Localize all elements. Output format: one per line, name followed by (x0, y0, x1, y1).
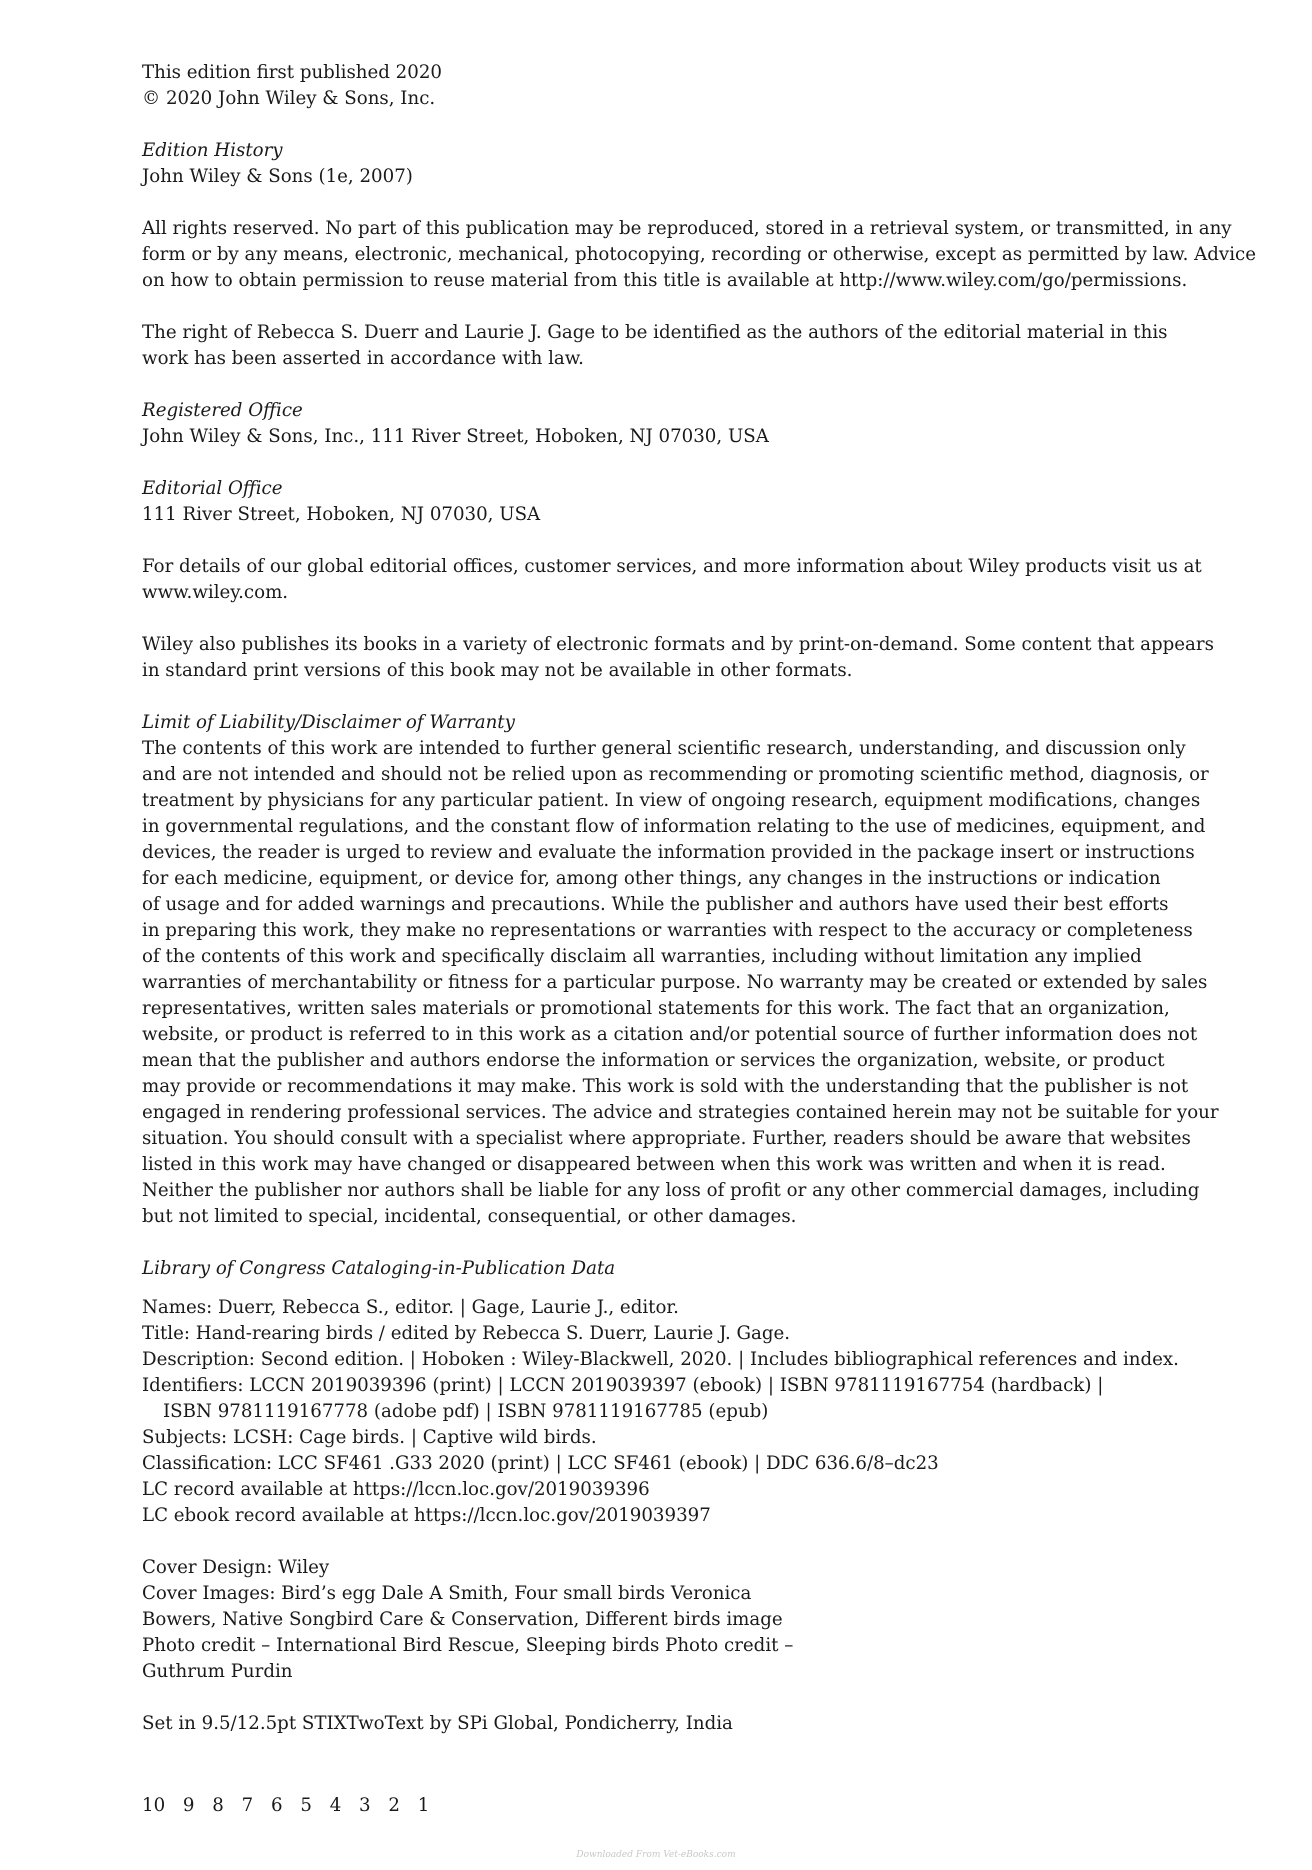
liability-line: for each medicine, equipment, or device for, among other things, any changes in the instructions or indication (142, 868, 1161, 889)
cip-lc-ebook-record: LC ebook record available at https://lccn.loc.gov/2019039397 (142, 1505, 711, 1526)
liability-heading: Limit of Liability/Disclaimer of Warranty (142, 712, 515, 733)
cover-credit-line: Cover Images: Bird’s egg Dale A Smith, Four small birds Veronica (142, 1583, 752, 1604)
liability-line: but not limited to special, incidental, consequential, or other damages. (142, 1206, 797, 1227)
details-line: www.wiley.com. (142, 582, 289, 603)
liability-line: in preparing this work, they make no representations or warranties with respect to the accuracy or completeness (142, 920, 1193, 941)
editorial-office-heading: Editorial Office (142, 478, 283, 499)
registered-office-address: John Wiley & Sons, Inc., 111 River Street, Hoboken, NJ 07030, USA (142, 426, 769, 447)
liability-line: mean that the publisher and authors endorse the information or services the organization, website, or product (142, 1050, 1165, 1071)
cip-heading: Library of Congress Cataloging-in-Publication Data (142, 1258, 616, 1279)
liability-line: in governmental regulations, and the constant flow of information relating to the use of medicines, equipment, and (142, 816, 1206, 837)
printing-line: 10 9 8 7 6 5 4 3 2 1 (142, 1795, 430, 1816)
registered-office (142, 398, 1182, 450)
edition-history-line: John Wiley & Sons (1e, 2007) (142, 166, 413, 187)
liability-line: of usage and for added warnings and precautions. While the publisher and authors have used their best efforts (142, 894, 1169, 915)
cover-credit-line: Cover Design: Wiley (142, 1557, 330, 1578)
rights-line: All rights reserved. No part of this publication may be reproduced, stored in a retrieval system, or transmitted, in any (142, 218, 1232, 239)
moral-right-line: work has been asserted in accordance with law. (142, 348, 584, 369)
liability-line: treatment by physicians for any particular patient. In view of ongoing research, equipment modifications, changes (142, 790, 1201, 811)
cip-lc-record: LC record available at https://lccn.loc.gov/2019039396 (142, 1479, 650, 1500)
rights-paragraph (142, 216, 1256, 294)
cip-identifiers: Identifiers: LCCN 2019039396 (print) | LCCN 2019039397 (ebook) | ISBN 9781119167754 (hardback) | (142, 1375, 1104, 1396)
edition-history-heading: Edition History (142, 140, 283, 161)
typeset-info (142, 1711, 1182, 1737)
liability-line: devices, the reader is urged to review and evaluate the information provided in the package insert or instructions (142, 842, 1195, 863)
moral-right-paragraph (142, 320, 1182, 372)
cover-credit-line: Photo credit – International Bird Rescue, Sleeping birds Photo credit – (142, 1635, 794, 1656)
formats-paragraph (142, 632, 1214, 684)
formats-line: in standard print versions of this book may not be available in other formats. (142, 660, 853, 681)
details-line: For details of our global editorial offices, customer services, and more information about Wiley products visit us at (142, 556, 1202, 577)
publication-info (142, 60, 1182, 112)
editorial-office (142, 476, 1182, 528)
cover-credit-line: Bowers, Native Songbird Care & Conservation, Different birds image (142, 1609, 783, 1630)
publication-line: This edition first published 2020 (142, 62, 442, 83)
liability-line: representatives, written sales materials or promotional statements for this work. The fact that an organization, (142, 998, 1170, 1019)
registered-office-heading: Registered Office (142, 400, 303, 421)
liability-line: listed in this work may have changed or disappeared between when this work was written and when it is read. (142, 1154, 1166, 1175)
liability-disclaimer (142, 710, 1219, 1230)
editorial-office-address: 111 River Street, Hoboken, NJ 07030, USA (142, 504, 541, 525)
cip-identifiers-continued: ISBN 9781119167778 (adobe pdf) | ISBN 9781119167785 (epub) (163, 1401, 769, 1422)
cip-title: Title: Hand-rearing birds / edited by Rebecca S. Duerr, Laurie J. Gage. (142, 1323, 791, 1344)
cip-classification: Classification: LCC SF461 .G33 2020 (print) | LCC SF461 (ebook) | DDC 636.6/8–dc23 (142, 1453, 939, 1474)
liability-line: engaged in rendering professional services. The advice and strategies contained herein may not be suitable for your (142, 1102, 1219, 1123)
cip-names: Names: Duerr, Rebecca S., editor. | Gage, Laurie J., editor. (142, 1297, 679, 1318)
cip-description: Description: Second edition. | Hoboken : Wiley-Blackwell, 2020. | Includes bibliographical references and index. (142, 1349, 1179, 1370)
liability-line: The contents of this work are intended to further general scientific research, understanding, and discussion only (142, 738, 1186, 759)
liability-line: of the contents of this work and specifically disclaim all warranties, including without limitation any implied (142, 946, 1142, 967)
copyright-page (142, 60, 1256, 1763)
rights-line: on how to obtain permission to reuse material from this title is available at http://www.wiley.com/go/permissions. (142, 270, 1188, 291)
cover-credit-line: Guthrum Purdin (142, 1661, 293, 1682)
liability-line: warranties of merchantability or fitness for a particular purpose. No warranty may be created or extended by sales (142, 972, 1208, 993)
liability-line: situation. You should consult with a specialist where appropriate. Further, readers should be aware that websites (142, 1128, 1191, 1149)
copyright-line: © 2020 John Wiley & Sons, Inc. (142, 88, 436, 109)
rights-line: form or by any means, electronic, mechanical, photocopying, recording or otherwise, except as permitted by law. Advice (142, 244, 1256, 265)
liability-line: and are not intended and should not be relied upon as recommending or promoting scientific method, diagnosis, or (142, 764, 1209, 785)
edition-history (142, 138, 1182, 190)
liability-line: may provide or recommendations it may make. This work is sold with the understanding that the publisher is not (142, 1076, 1189, 1097)
cip-subjects: Subjects: LCSH: Cage birds. | Captive wild birds. (142, 1427, 597, 1448)
cip-data (142, 1295, 1182, 1529)
cover-credits (142, 1555, 1182, 1685)
watermark: Downloaded From Vet-eBooks.com (576, 1850, 736, 1860)
details-paragraph (142, 554, 1202, 606)
liability-line: website, or product is referred to in this work as a citation and/or potential source of further information does not (142, 1024, 1198, 1045)
typeset-line: Set in 9.5/12.5pt STIXTwoText by SPi Global, Pondicherry, India (142, 1713, 733, 1734)
formats-line: Wiley also publishes its books in a variety of electronic formats and by print-on-demand. Some content that appears (142, 634, 1214, 655)
liability-line: Neither the publisher nor authors shall be liable for any loss of profit or any other commercial damages, including (142, 1180, 1200, 1201)
moral-right-line: The right of Rebecca S. Duerr and Laurie J. Gage to be identified as the authors of the editorial material in this (142, 322, 1168, 343)
cip-heading-block (142, 1256, 1182, 1282)
